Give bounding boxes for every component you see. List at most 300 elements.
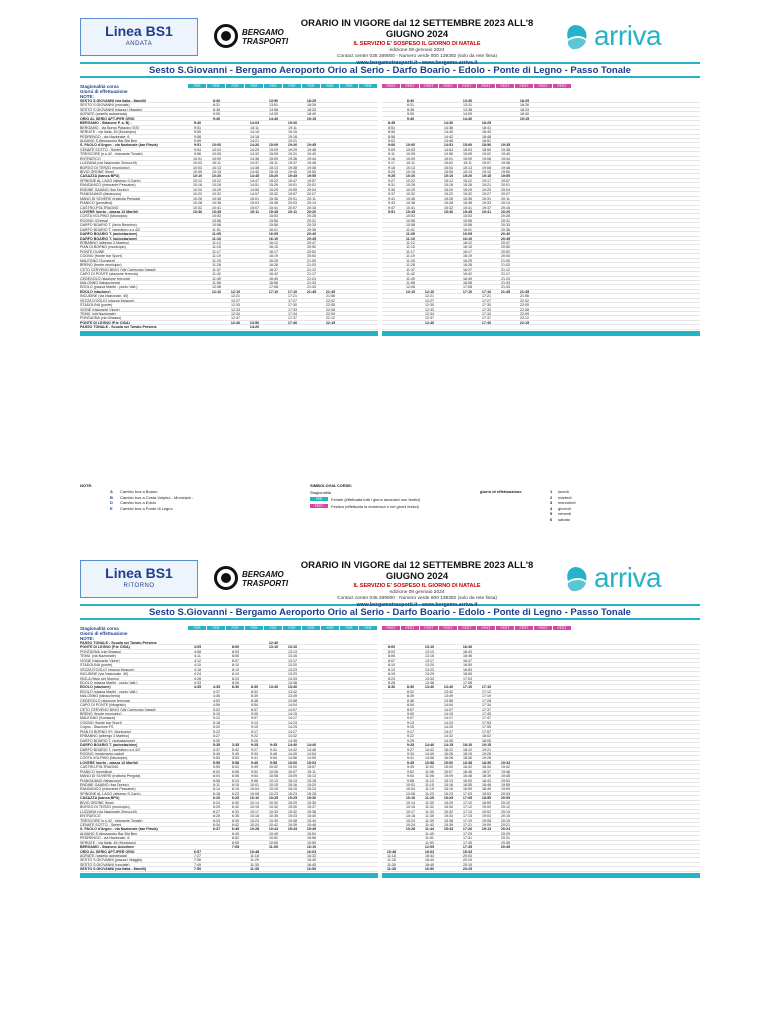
time-cell: [321, 245, 340, 248]
time-cell: 20:47: [501, 241, 510, 245]
time-cell: 4:35: [193, 685, 202, 690]
time-cell: [515, 206, 534, 209]
time-cell: [553, 699, 572, 702]
stop-name: TEMU' (via Nazionale): [80, 312, 116, 316]
time-cell: [340, 761, 359, 764]
time-cell: 9:07: [251, 716, 258, 721]
stop-name: BRENO (fronte municipio): [80, 712, 122, 716]
time-cell: [321, 685, 340, 688]
time-cell: 22:12: [520, 316, 529, 321]
time-cell: 8:48: [251, 698, 258, 703]
time-cell: [283, 214, 302, 217]
stop-name: CEDEGOLO (stazione ferrovia): [80, 698, 131, 703]
time-cell: [359, 188, 378, 191]
time-cell: 13:40: [268, 685, 279, 690]
times-group: [382, 121, 572, 124]
time-cell: [553, 752, 572, 755]
time-cell: [382, 712, 401, 715]
time-cell: [553, 228, 572, 231]
time-cell: [553, 712, 572, 715]
time-cell: [321, 241, 340, 244]
time-cell: 17:10: [481, 685, 492, 690]
stop-name: AGRATE (casello autostrada): [80, 112, 128, 116]
time-cell: 9:37: [388, 192, 395, 197]
time-cell: [321, 814, 340, 817]
time-cell: [302, 703, 321, 706]
time-cell: [359, 836, 378, 839]
times-group: [382, 263, 572, 266]
time-cell: 20:21: [501, 822, 510, 827]
time-cell: [515, 854, 534, 857]
time-cell: [340, 325, 359, 328]
time-cell: 20:50: [501, 245, 510, 250]
time-cell: [496, 867, 515, 870]
arriva-wordmark: arriva: [594, 20, 662, 51]
time-cell: 18:43: [482, 778, 491, 783]
time-cell: 20:28: [307, 214, 316, 219]
notes-section: [80, 483, 700, 543]
time-cell: [477, 268, 496, 271]
time-cell: 22:12: [326, 316, 335, 321]
time-cell: [401, 672, 420, 675]
time-cell: 16:28: [463, 263, 472, 268]
stop-name: MALEGNO (Somazzi): [80, 716, 116, 720]
time-cell: [401, 677, 420, 680]
season-badge: FEST: [553, 84, 571, 88]
time-cell: 21:17: [501, 272, 510, 277]
stop-name: SPINONE AL LAGO (albergo S.Carlo): [80, 178, 141, 183]
time-cell: [477, 245, 496, 248]
time-cell: [359, 810, 378, 813]
time-cell: [245, 654, 264, 657]
time-cell: [321, 850, 340, 853]
time-cell: 15:07: [288, 769, 297, 774]
time-cell: 19:21: [482, 747, 491, 752]
times-group: [382, 143, 572, 146]
times-group: [188, 677, 378, 680]
time-cell: 18:46: [482, 783, 491, 787]
time-cell: [264, 663, 283, 666]
times-group: [188, 774, 378, 777]
time-cell: [321, 650, 340, 653]
time-cell: 9:17: [388, 161, 395, 166]
time-cell: 7:50: [193, 867, 202, 872]
time-cell: [340, 139, 359, 142]
time-cell: 10:56: [212, 218, 221, 223]
time-cell: [477, 650, 496, 653]
time-cell: [302, 645, 321, 648]
time-cell: [359, 725, 378, 728]
time-cell: 9:15: [251, 725, 258, 730]
time-cell: 9:54: [194, 147, 201, 152]
time-cell: 15:32: [288, 809, 297, 814]
time-cell: 9:13: [407, 720, 414, 725]
time-cell: 12:21: [425, 294, 434, 299]
time-cell: [496, 690, 515, 693]
time-cell: 6:33: [213, 818, 220, 823]
time-cell: [302, 303, 321, 306]
time-cell: 13:29: [288, 672, 297, 677]
times-group: [188, 254, 378, 257]
times-group: [188, 103, 378, 106]
stop-name: COSTA VOLPINO (Municipio): [80, 756, 128, 760]
time-cell: [302, 663, 321, 666]
time-cell: [245, 299, 264, 302]
time-cell: 15:19: [288, 787, 297, 792]
time-cell: 8:03: [232, 649, 239, 654]
time-cell: 10:49: [269, 831, 278, 836]
time-cell: [534, 650, 553, 653]
time-cell: 20:07: [288, 205, 297, 210]
time-cell: [321, 765, 340, 768]
time-cell: 11:28: [406, 263, 415, 268]
time-cell: 15:09: [463, 156, 472, 161]
time-cell: [264, 716, 283, 719]
time-cell: 20:36: [501, 227, 510, 232]
time-cell: 18:33: [307, 107, 316, 112]
times-group: [188, 756, 378, 759]
time-cell: 10:41: [406, 205, 415, 210]
time-cell: [302, 299, 321, 302]
time-cell: [283, 863, 302, 866]
times-group: [382, 801, 534, 804]
time-cell: [420, 690, 439, 693]
time-cell: 10:15: [269, 783, 278, 787]
stop-name: PONTAGNA (via Ortasso): [80, 649, 122, 654]
time-cell: [515, 325, 534, 328]
times-group: [188, 130, 378, 133]
time-cell: 6:32: [232, 805, 239, 810]
time-cell: 9:25: [250, 743, 259, 748]
time-cell: [264, 721, 283, 724]
time-cell: [340, 685, 359, 688]
time-cell: [439, 672, 458, 675]
stop-name: ISOLA (bivio per Monno): [80, 676, 120, 680]
time-cell: [401, 135, 420, 138]
time-cell: [245, 228, 264, 231]
times-group: [188, 148, 378, 151]
stop-name: PIANICO (pensilina): [80, 769, 113, 774]
time-cell: [245, 214, 264, 217]
time-cell: 11:12: [406, 241, 415, 245]
time-cell: 14:25: [288, 725, 297, 730]
time-cell: 19:26: [287, 121, 298, 126]
times-group: [188, 792, 378, 795]
time-cell: [226, 854, 245, 857]
time-cell: 18:12: [463, 747, 472, 752]
time-cell: [340, 108, 359, 111]
time-cell: [458, 303, 477, 306]
time-cell: [553, 277, 572, 280]
logo-mark-icon: [214, 24, 238, 48]
time-cell: 8:39: [251, 694, 258, 699]
times-group: [188, 703, 378, 706]
time-cell: [420, 201, 439, 204]
time-cell: [534, 223, 553, 226]
time-cell: 8:00: [231, 645, 240, 650]
time-cell: 20:10: [463, 858, 472, 863]
time-cell: 5:18: [213, 720, 220, 725]
time-cell: 6:55: [232, 840, 239, 845]
time-cell: 16:10: [268, 236, 279, 241]
time-cell: 11:23: [425, 791, 434, 796]
times-group: [382, 677, 572, 680]
time-cell: 14:42: [288, 747, 297, 752]
time-cell: 16:49: [463, 276, 472, 281]
time-cell: [515, 845, 534, 848]
time-cell: 6:25: [231, 796, 240, 801]
times-group: [382, 681, 572, 684]
time-cell: 13:42: [444, 689, 453, 694]
time-cell: [188, 739, 207, 742]
stop-name: PIANICO (pensilina): [80, 201, 113, 205]
time-cell: [420, 259, 439, 262]
times-group: [382, 672, 572, 675]
time-cell: [188, 290, 207, 293]
time-cell: [245, 245, 264, 248]
time-cell: 14:40: [306, 743, 317, 748]
times-group: [382, 166, 572, 169]
time-cell: 11:15: [406, 245, 415, 250]
time-cell: 10:02: [193, 161, 202, 166]
time-cell: 11:51: [425, 836, 434, 841]
time-cell: [477, 668, 496, 671]
time-cell: [420, 641, 439, 644]
website-link[interactable]: www.bergamotrasporti.it - www.bergamo.arriva.it: [356, 60, 478, 66]
time-cell: 4:53: [213, 698, 220, 703]
time-cell: [188, 308, 207, 311]
time-cell: 17:05: [462, 796, 473, 801]
time-cell: 17:03: [463, 676, 472, 681]
time-cell: [515, 645, 534, 648]
times-group: [188, 285, 378, 288]
validity-title: ORARIO IN VIGORE dal 12 SETTEMBRE 2023 ALL'8 GIUGNO 2024: [300, 18, 534, 40]
time-cell: 6:52: [232, 836, 239, 841]
time-cell: [515, 285, 534, 288]
stop-name: PIAN DI BORNO (municipio): [80, 245, 126, 249]
times-group: [188, 192, 378, 195]
time-cell: 19:48: [307, 165, 316, 170]
time-cell: [207, 854, 226, 857]
stop-name: SESTO S.GIOVANNI (crociale): [80, 862, 130, 867]
time-cell: 16:22: [444, 747, 453, 752]
time-cell: 19:48: [307, 147, 316, 152]
stop-name: EDOLO (piazza Martiri - punto Valt.): [80, 285, 138, 289]
stop-name: Cogno - Stazione FS: [80, 725, 114, 729]
time-cell: [245, 232, 264, 235]
time-cell: 10:12: [193, 178, 202, 183]
time-cell: [439, 303, 458, 306]
stop-name: PONTE DUINE: [80, 249, 105, 254]
time-cell: [382, 823, 401, 826]
time-cell: [226, 268, 245, 271]
stop-name: PIAN DI BORNO (Fr. Municipio): [80, 729, 131, 734]
time-cell: 9:46: [270, 751, 277, 756]
validity-info: [292, 560, 542, 608]
website-link[interactable]: www.bergamotrasporti.it - www.bergamo.arriva.it: [356, 602, 478, 608]
time-cell: [245, 268, 264, 271]
time-cell: [477, 681, 496, 684]
time-cell: [515, 210, 534, 213]
time-cell: [534, 685, 553, 688]
time-cell: [439, 232, 458, 235]
time-cell: [496, 294, 515, 297]
time-cell: [515, 219, 534, 222]
time-cell: [245, 219, 264, 222]
stop-name: CAPO DI PONTE (stazione ferrovia): [80, 272, 138, 276]
times-group: [188, 272, 378, 275]
time-cell: [302, 654, 321, 657]
time-cell: [515, 272, 534, 275]
time-cell: [382, 112, 401, 115]
time-cell: [226, 858, 245, 861]
time-cell: [515, 179, 534, 182]
time-cell: 15:32: [444, 809, 453, 814]
time-cell: [553, 739, 572, 742]
time-cell: [382, 294, 401, 297]
time-cell: [340, 237, 359, 240]
time-cell: [496, 752, 515, 755]
times-group: [382, 254, 572, 257]
time-cell: 16:10: [306, 845, 317, 850]
time-cell: [226, 259, 245, 262]
time-cell: 9:25: [387, 174, 396, 179]
time-cell: [302, 139, 321, 142]
time-cell: [340, 770, 359, 773]
time-cell: 17:08: [463, 285, 472, 290]
time-cell: [515, 708, 534, 711]
times-group: [382, 197, 572, 200]
time-cell: 15:01: [250, 196, 259, 201]
time-cell: [382, 783, 401, 786]
time-cell: [420, 250, 439, 253]
time-cell: 9:11: [388, 152, 395, 157]
time-cell: [534, 166, 553, 169]
time-cell: 13:20: [288, 663, 297, 668]
time-cell: 21:12: [501, 267, 510, 272]
time-cell: [553, 645, 572, 648]
time-cell: 17:27: [288, 298, 297, 303]
times-group: [188, 694, 378, 697]
time-cell: 12:37: [425, 316, 434, 321]
time-cell: 18:40: [307, 112, 316, 117]
time-cell: [226, 166, 245, 169]
time-cell: 10:20: [193, 187, 202, 192]
time-cell: 22:02: [326, 298, 335, 303]
stop-name: BIVIO GRONE (fiore): [80, 170, 115, 174]
time-cell: 16:38: [462, 760, 473, 765]
time-cell: [477, 659, 496, 662]
time-cell: [477, 228, 496, 231]
time-cell: 8:54: [407, 703, 414, 708]
time-cell: [477, 281, 496, 284]
time-cell: [359, 663, 378, 666]
time-cell: 10:23: [269, 791, 278, 796]
times-group: [382, 201, 572, 204]
time-cell: [553, 126, 572, 129]
footer-bar: [382, 873, 700, 878]
time-cell: [302, 668, 321, 671]
time-cell: 10:22: [406, 178, 415, 183]
time-cell: [458, 312, 477, 315]
time-cell: 9:34: [251, 751, 258, 756]
time-cell: 20:20: [500, 209, 511, 214]
time-cell: 15:15: [269, 170, 278, 174]
time-cell: [359, 748, 378, 751]
time-cell: [439, 836, 458, 839]
time-cell: [382, 805, 401, 808]
time-cell: [245, 108, 264, 111]
stop-name: ROGNO (movimento cadut): [80, 751, 125, 756]
time-cell: 17:03: [463, 791, 472, 796]
time-cell: 8:19: [232, 672, 239, 677]
time-cell: 19:25: [482, 187, 491, 192]
time-cell: 20:20: [306, 209, 317, 214]
time-cell: 19:15: [481, 743, 492, 748]
times-group: [188, 290, 378, 293]
time-cell: 15:18: [307, 778, 316, 783]
time-cell: [302, 725, 321, 728]
time-cell: [534, 259, 553, 262]
time-cell: [340, 672, 359, 675]
time-cell: [420, 99, 439, 102]
day-item-key: 4: [550, 505, 553, 511]
time-cell: 13:38: [463, 107, 472, 112]
stop-name: DARFO BOARIO T. (semaforo s.s.42): [80, 747, 141, 751]
time-cell: [321, 730, 340, 733]
time-cell: [321, 854, 340, 857]
time-cell: 22:05: [520, 303, 529, 308]
legend-title: SIMBOLOGIA CORSE:: [310, 483, 353, 488]
time-cell: [188, 743, 207, 746]
stop-name: SERIATE - via Italia, 45 (Municipio): [80, 130, 137, 134]
stop-name: COGNO (fronte bar Sport): [80, 254, 122, 258]
time-cell: 13:10: [268, 645, 279, 650]
times-group: [382, 756, 572, 759]
times-group: [188, 99, 378, 102]
time-cell: 12:37: [231, 316, 240, 321]
time-cell: 9:40: [212, 116, 221, 121]
stop-name: LOVERE (porto - piazza 13 Martiri): [80, 209, 139, 214]
times-group: [382, 277, 572, 280]
time-cell: [359, 743, 378, 746]
stop-name: BERGAMO - via Borgo Palazzo (GS): [80, 125, 140, 130]
time-cell: [553, 254, 572, 257]
stop-name: PONTAGNA (via Ortasso): [80, 316, 122, 320]
time-cell: 8:31: [213, 103, 220, 108]
time-cell: [340, 152, 359, 155]
day-item-key: 5: [550, 511, 553, 516]
time-cell: [226, 170, 245, 173]
time-cell: 15:38: [463, 201, 472, 206]
times-group: [382, 796, 534, 799]
stop-name: BRENO (fronte municipio): [80, 263, 122, 267]
time-cell: 5:42: [232, 747, 239, 752]
times-group: [188, 121, 378, 124]
time-cell: 19:38: [288, 165, 297, 170]
time-cell: [188, 321, 207, 324]
time-cell: [340, 867, 359, 870]
time-cell: [188, 836, 207, 839]
time-cell: [226, 108, 245, 111]
season-badge: FER: [359, 626, 377, 630]
time-cell: 8:45: [387, 121, 396, 126]
stop-name: EDOLO (piazza Martiri - punto Valt.): [80, 689, 138, 694]
stop-name: ORIO AL SERIO APT-IPER ORIO: [80, 116, 135, 121]
stop-name: MANO DI SOVERE (trattoria Pergola): [80, 774, 141, 778]
time-cell: 5:22: [213, 729, 220, 734]
time-cell: [553, 135, 572, 138]
